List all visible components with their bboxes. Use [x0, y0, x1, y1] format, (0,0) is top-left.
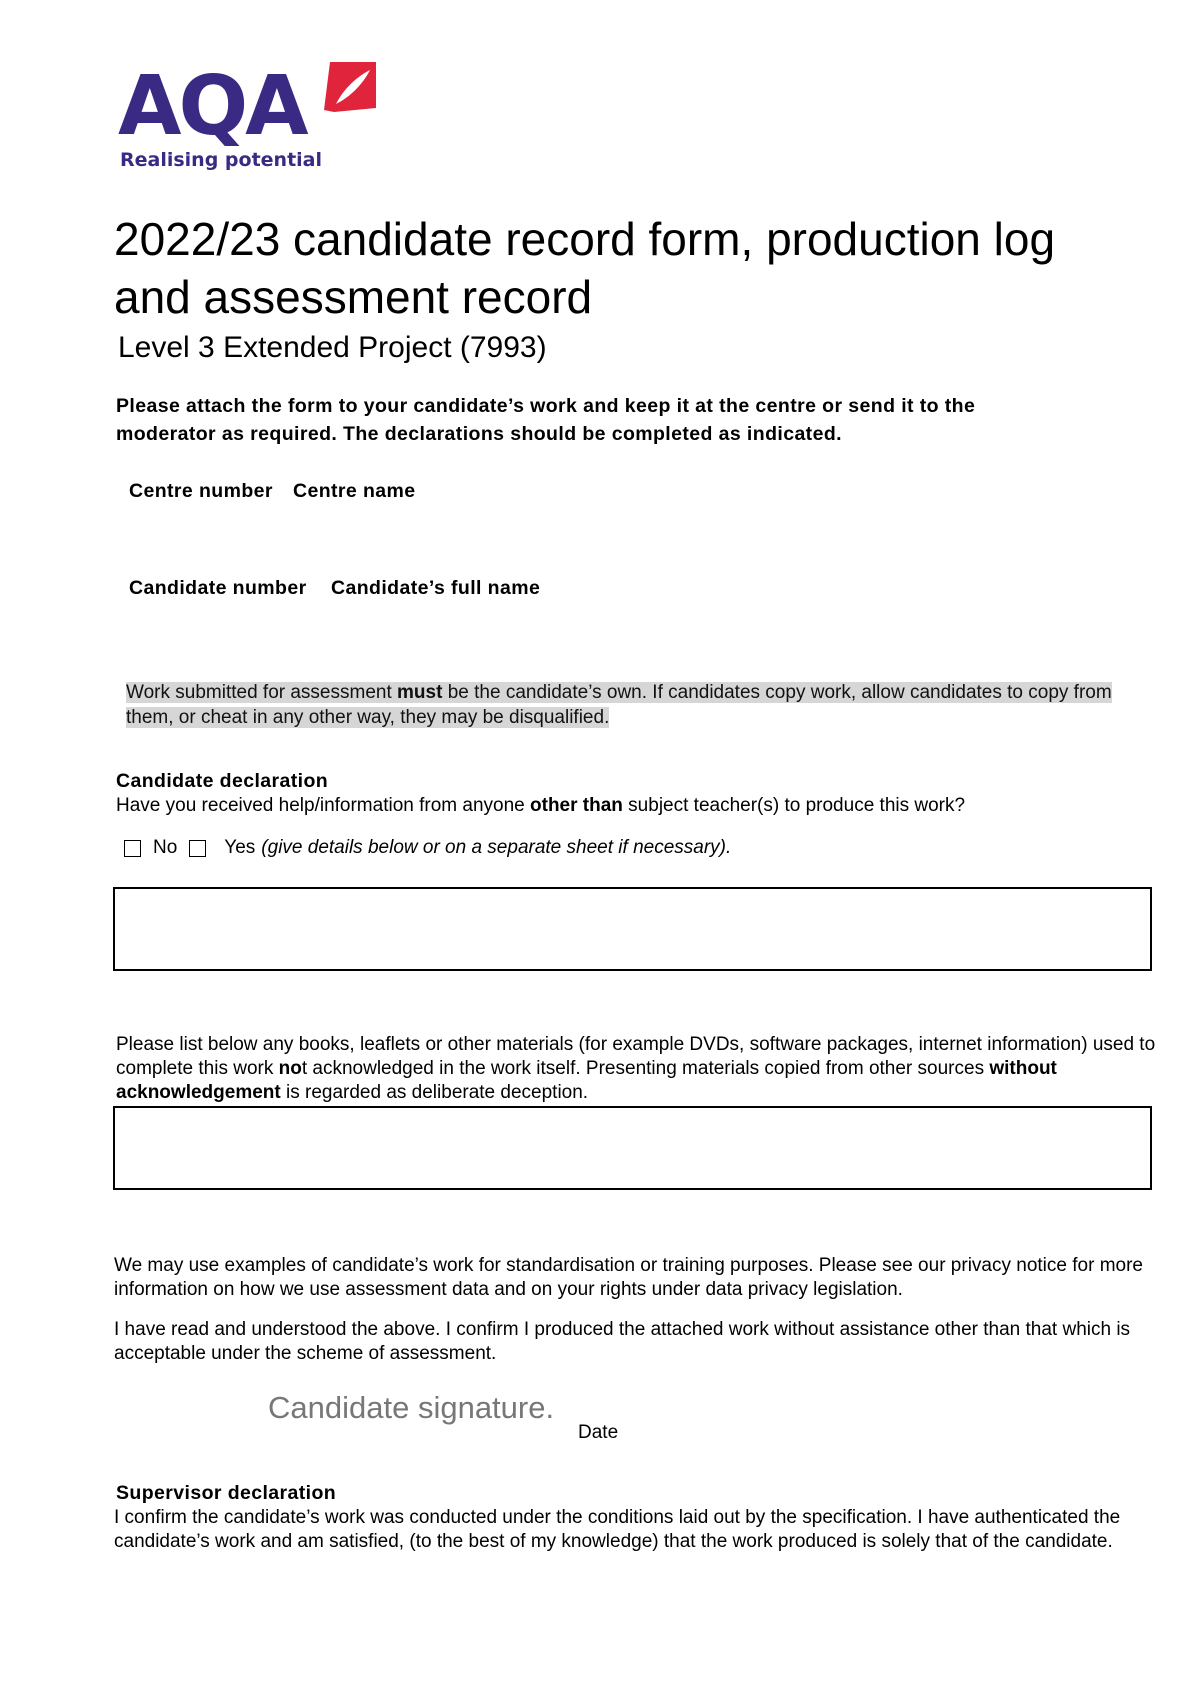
logo-swoosh-icon	[320, 58, 380, 116]
materials-text-end: is regarded as deliberate deception.	[280, 1082, 589, 1103]
candidate-name-label: Candidate’s full name	[331, 577, 541, 599]
help-question	[116, 794, 1116, 818]
materials-emphasis-acknowledgement: without acknowledgement	[116, 1058, 1057, 1103]
materials-list-box[interactable]	[113, 1106, 1152, 1190]
materials-text-continued: t acknowledged in the work itself. Presenting materials copied from other sources	[301, 1058, 990, 1079]
candidate-number-label: Candidate number	[129, 577, 307, 599]
no-option-label: No	[153, 837, 178, 858]
aqa-logo	[118, 56, 388, 176]
help-details-box[interactable]	[113, 887, 1152, 971]
supervisor-declaration-text: I confirm the candidate’s work was conducted under the conditions laid out by the specification. I have authenticated the candidate’s work and am satisfied, (to the best of my knowledge) that the work produced is solely that of the candidate.	[114, 1507, 1121, 1552]
yes-option-label: Yes	[224, 837, 256, 858]
page-title: 2022/23 candidate record form, production log and assessment record	[114, 213, 1056, 323]
yes-checkbox[interactable]	[189, 840, 206, 857]
notice-text: Work submitted for assessment	[126, 682, 398, 703]
page-subtitle: Level 3 Extended Project (7993)	[118, 331, 547, 364]
materials-emphasis-not: no	[278, 1058, 302, 1079]
help-options	[124, 836, 731, 860]
confirmation-text: I have read and understood the above. I confirm I produced the attached work without assistance other than that which is acceptable under the scheme of assessment.	[114, 1319, 1131, 1364]
candidate-declaration-heading: Candidate declaration	[116, 770, 329, 792]
logo-wordmark: AQA	[118, 59, 306, 154]
materials-text: Please list below any books, leaflets or other materials (for example DVDs, software packages, internet information) used to complete this work	[116, 1034, 1156, 1079]
no-checkbox[interactable]	[124, 840, 141, 857]
help-question-text-end: subject teacher(s) to produce this work?	[622, 795, 966, 816]
logo-tagline: Realising potential	[120, 149, 323, 171]
help-question-emphasis: other than	[530, 795, 623, 816]
centre-number-label: Centre number	[129, 480, 273, 502]
candidate-signature-label: Candidate signature.	[268, 1390, 555, 1425]
date-label: Date	[578, 1422, 619, 1443]
privacy-text: We may use examples of candidate’s work for standardisation or training purposes. Please see our privacy notice for more information on how we use assessment data and on your rights under data privacy legislation.	[114, 1255, 1143, 1300]
yes-option-note: (give details below or on a separate sheet if necessary).	[261, 837, 732, 858]
notice-text-continued: be the candidate’s own. If candidates copy work, allow candidates to copy from them, or cheat in any other way, they may be disqualified.	[126, 682, 1112, 728]
instruction-text: Please attach the form to your candidate’s work and keep it at the centre or send it to the moderator as required. The declarations should be completed as indicated.	[116, 395, 976, 445]
supervisor-declaration-heading: Supervisor declaration	[116, 1482, 337, 1504]
plagiarism-notice	[126, 680, 1136, 730]
centre-name-label: Centre name	[293, 480, 416, 502]
notice-emphasis: must	[397, 682, 443, 703]
help-question-text: Have you received help/information from anyone	[116, 795, 531, 816]
materials-instructions	[116, 1033, 1161, 1105]
